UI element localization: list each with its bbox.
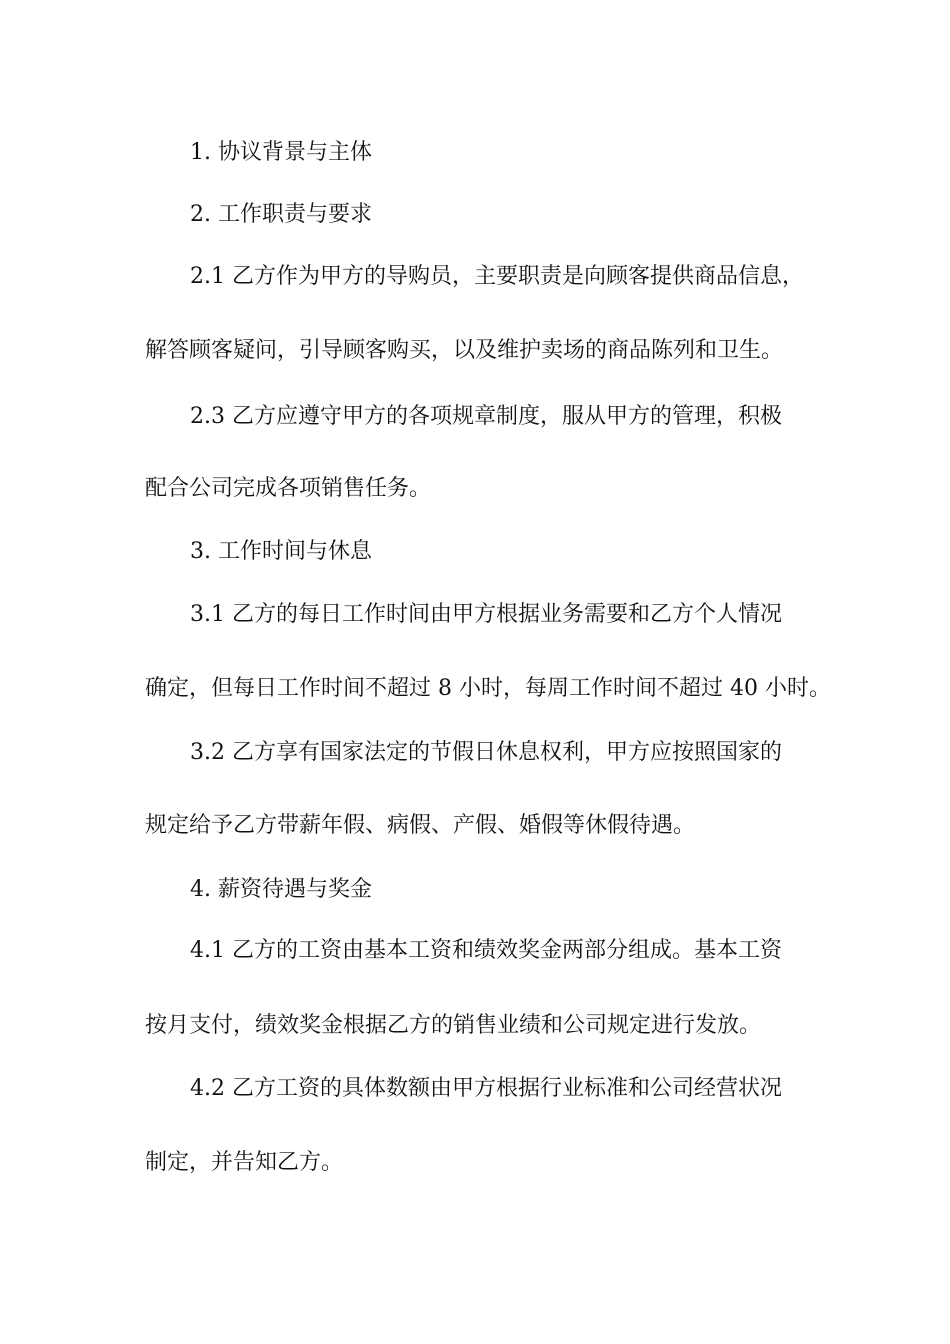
paragraph-2-3-line-2: 配合公司完成各项销售任务。 <box>145 476 432 501</box>
paragraph-3-1-line-2: 确定，但每日工作时间不超过 8 小时，每周工作时间不超过 40 小时。 <box>145 676 831 701</box>
section-heading-2: 2. 工作职责与要求 <box>190 202 372 227</box>
paragraph-4-2-line-1: 4.2 乙方工资的具体数额由甲方根据行业标准和公司经营状况 <box>190 1076 782 1101</box>
paragraph-3-2-line-1: 3.2 乙方享有国家法定的节假日休息权利，甲方应按照国家的 <box>190 740 782 765</box>
paragraph-2-1-line-1: 2.1 乙方作为甲方的导购员，主要职责是向顾客提供商品信息， <box>190 264 804 289</box>
section-heading-3: 3. 工作时间与休息 <box>190 539 372 564</box>
paragraph-4-1-line-1: 4.1 乙方的工资由基本工资和绩效奖金两部分组成。基本工资 <box>190 938 782 963</box>
section-heading-4: 4. 薪资待遇与奖金 <box>190 877 372 902</box>
paragraph-4-1-line-2: 按月支付，绩效奖金根据乙方的销售业绩和公司规定进行发放。 <box>145 1013 762 1038</box>
paragraph-4-2-line-2: 制定，并告知乙方。 <box>145 1150 344 1175</box>
paragraph-2-3-line-1: 2.3 乙方应遵守甲方的各项规章制度，服从甲方的管理，积极 <box>190 404 782 429</box>
section-heading-1: 1. 协议背景与主体 <box>190 140 372 165</box>
paragraph-3-1-line-1: 3.1 乙方的每日工作时间由甲方根据业务需要和乙方个人情况 <box>190 602 782 627</box>
paragraph-2-1-line-2: 解答顾客疑问，引导顾客购买，以及维护卖场的商品陈列和卫生。 <box>145 338 784 363</box>
paragraph-3-2-line-2: 规定给予乙方带薪年假、病假、产假、婚假等休假待遇。 <box>145 813 696 838</box>
